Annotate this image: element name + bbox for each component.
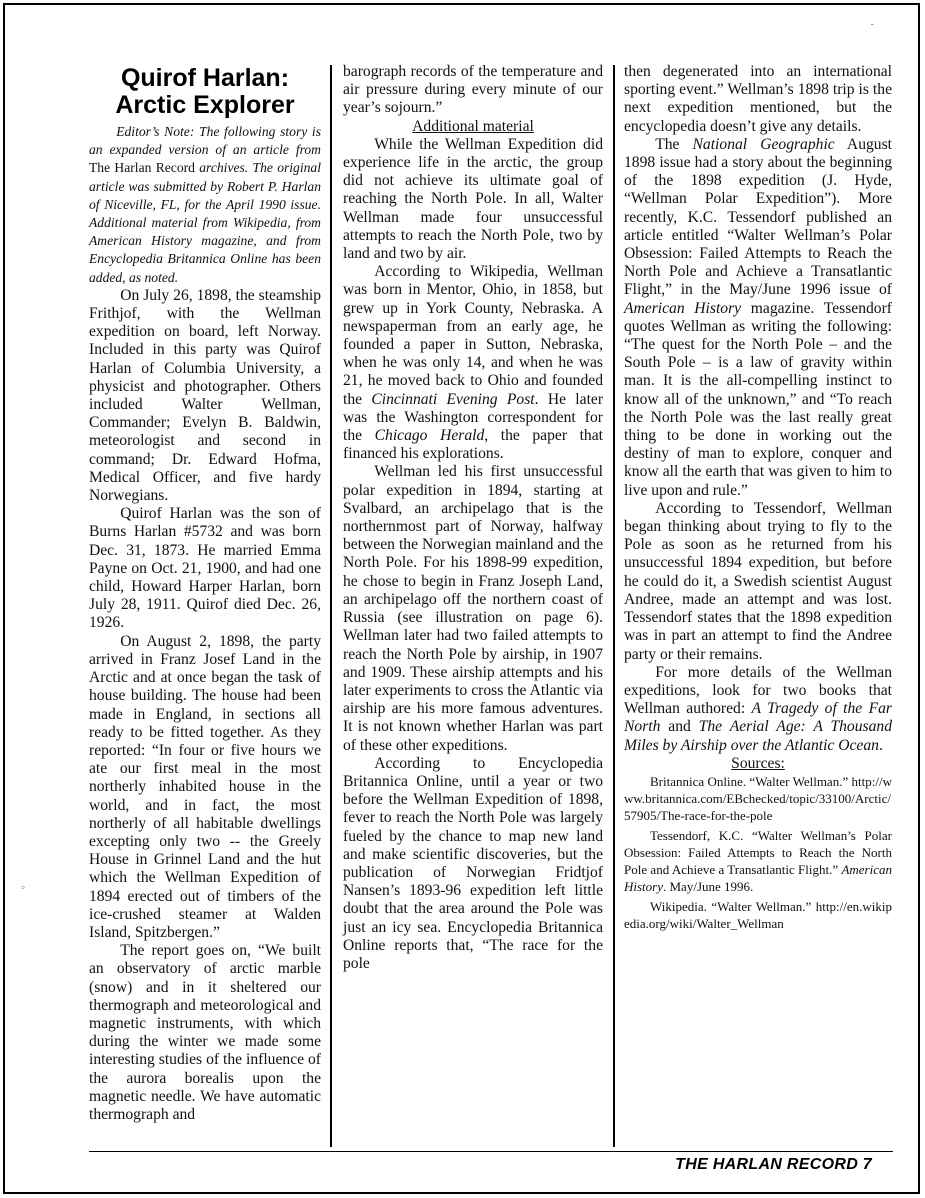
column-1 [89, 63, 321, 1124]
source-entry: Britannica Online. “Walter Wellman.” http://www.britannica.com/EBchecked/topic/33100/Arctic/57905/The-race-for-the-pole [624, 773, 892, 823]
source-entry: Tessendorf, K.C. “Walter Wellman’s Polar Obsession: Failed Attempts to Reach the North Pole and Achieve a Transatlantic Flight.” American History. May/June 1996. [624, 827, 892, 894]
column-2 [343, 63, 603, 973]
paragraph: While the Wellman Expedition did experience life in the arctic, the group did not achieve its ultimate goal of reaching the North Pole. In all, Walter Wellman made four unsuccessful attempts to reach the North Pole, two by land and two by air. [343, 135, 603, 263]
paragraph: On August 2, 1898, the party arrived in Franz Josef Land in the Arctic and at once began the task of house building. The house had been made in England, in sections all ready to be fitted together. As they reported: “In four or five hours we ate our first meal in the most northerly inhabited house in the world, and in fact, the most northerly of all habitable dwellings excepting only two -- the Greely House in Grinnel Land and the hut which the Wellman Expedition of 1894 erected out of timbers of the ice-crushed steamer at Walden Island, Spitzbergen.” [89, 632, 321, 941]
paragraph: Quirof Harlan was the son of Burns Harlan #5732 and was born Dec. 31, 1873. He married Emma Payne on Oct. 21, 1900, and had one child, Howard Harper Harlan, born July 28, 1911. Quirof died Dec. 26, 1926. [89, 505, 321, 632]
paragraph: The report goes on, “We built an observatory of arctic marble (snow) and in it sheltered our thermograph and meteorological and magnetic instruments, with which during the winter we made some interesting studies of the influence of the aurora borealis upon the magnetic needle. We have automatic thermograph and [89, 942, 321, 1123]
paragraph: barograph records of the temperature and air pressure during every minute of our year’s sojourn.” [343, 63, 603, 117]
footer-rule [89, 1151, 893, 1152]
paragraph: then degenerated into an international sporting event.” Wellman’s 1898 trip is the next expedition mentioned, but the encyclopedia doesn’t give any details. [624, 63, 892, 135]
source-entry: Wikipedia. “Walter Wellman.” http://en.wikipedia.org/wiki/Walter_Wellman [624, 898, 892, 931]
column-divider [613, 65, 615, 1147]
scan-mark: - [870, 19, 874, 30]
column-3 [624, 63, 892, 932]
paragraph: Wellman led his first unsuccessful polar expedition in 1894, starting at Svalbard, an archipelago that is the northernmost part of Norway, halfway between the Norwegian mainland and the North Pole. For his 1898-99 expedition, he chose to begin in Franz Joseph Land, an archipelago off the northern coast of Russia (see illustration on page 6). Wellman later had two failed attempts to reach the North Pole by airship, in 1907 and 1909. These airship attempts and his later experiments to cross the Atlantic via airship are his more famous adventures. It is not known whether Harlan was part of these other expeditions. [343, 463, 603, 754]
paragraph: For more details of the Wellman expeditions, look for two books that Wellman authored: A Tragedy of the Far North and The Aerial Age: A Thousand Miles by Airship over the Atlantic Ocean. [624, 663, 892, 754]
section-heading: Additional material [412, 117, 534, 135]
sources-heading: Sources: [731, 754, 785, 772]
paragraph: According to Wikipedia, Wellman was born in Mentor, Ohio, in 1858, but grew up in York County, Nebraska. A newspaperman from an early age, he founded a paper in Sutton, Nebraska, when he was only 14, and when he was 21, he moved back to Ohio and founded the Cincinnati Evening Post. He later was the Washington correspondent for the Chicago Herald, the paper that financed his explorations. [343, 263, 604, 463]
paragraph: On July 26, 1898, the steamship Frithjof, with the Wellman expedition on board, left Norway. Included in this party was Quirof Harlan of Columbia University, a physicist and photographer. Others included Walter Wellman, Commander; Evelyn B. Baldwin, meteorologist and second in command; Dr. Edward Hofma, Medical Officer, and five hardy Norwegians. [89, 286, 321, 505]
newsletter-page [3, 3, 920, 1194]
editors-note: Editor’s Note: The following story is an expanded version of an article from The Harlan Record archives. The original article was submitted by Robert P. Harlan of Niceville, FL, for the April 1990 issue. Additional material from Wikipedia, from American History magazine, and from Encyclopedia Britannica Online has been added, as noted. [89, 124, 321, 285]
scan-mark: ° [21, 885, 25, 896]
page-footer: THE HARLAN RECORD 7 [675, 1156, 872, 1173]
paragraph: According to Tessendorf, Wellman began thinking about trying to fly to the Pole as soon as he returned from his unsuccessful 1894 expedition, but before he could do it, a Swedish scientist August Andree, made an attempt and was lost. Tessendorf states that the 1898 expedition was in part an attempt to find the Andree party or their remains. [624, 499, 892, 663]
paragraph: The National Geographic August 1898 issue had a story about the beginning of the 1898 expedition (J. Hyde, “Wellman Polar Expedition”). More recently, K.C. Tessendorf published an article entitled “Walter Wellman’s Polar Obsession: Failed Attempts to Reach the North Pole and Achieve a Transatlantic Flight,” in the May/June 1996 issue of American History magazine. Tessendorf quotes Wellman as writing the following: “The quest for the North Pole – and the South Pole – is a law of gravity within man. It is the all-compelling instinct to know all of the unknown,” and “To reach the North Pole was the last really great thing to be done in working out the destiny of man to explore, conquer and know all the earth that was given to him to live upon and rule.” [624, 135, 892, 499]
column-divider [330, 65, 332, 1147]
article-title: Quirof Harlan: Arctic Explorer [115, 64, 295, 119]
paragraph: According to Encyclopedia Britannica Online, until a year or two before the Wellman Expedition of 1898, fever to reach the North Pole was largely fueled by the chance to map new land and make scientific discoveries, but the publication of Norwegian Fridtjof Nansen’s 1893-96 expedition left little doubt that the area around the Pole was just an icy sea. Encyclopedia Britannica Online reports that, “The race for the pole [343, 754, 603, 972]
